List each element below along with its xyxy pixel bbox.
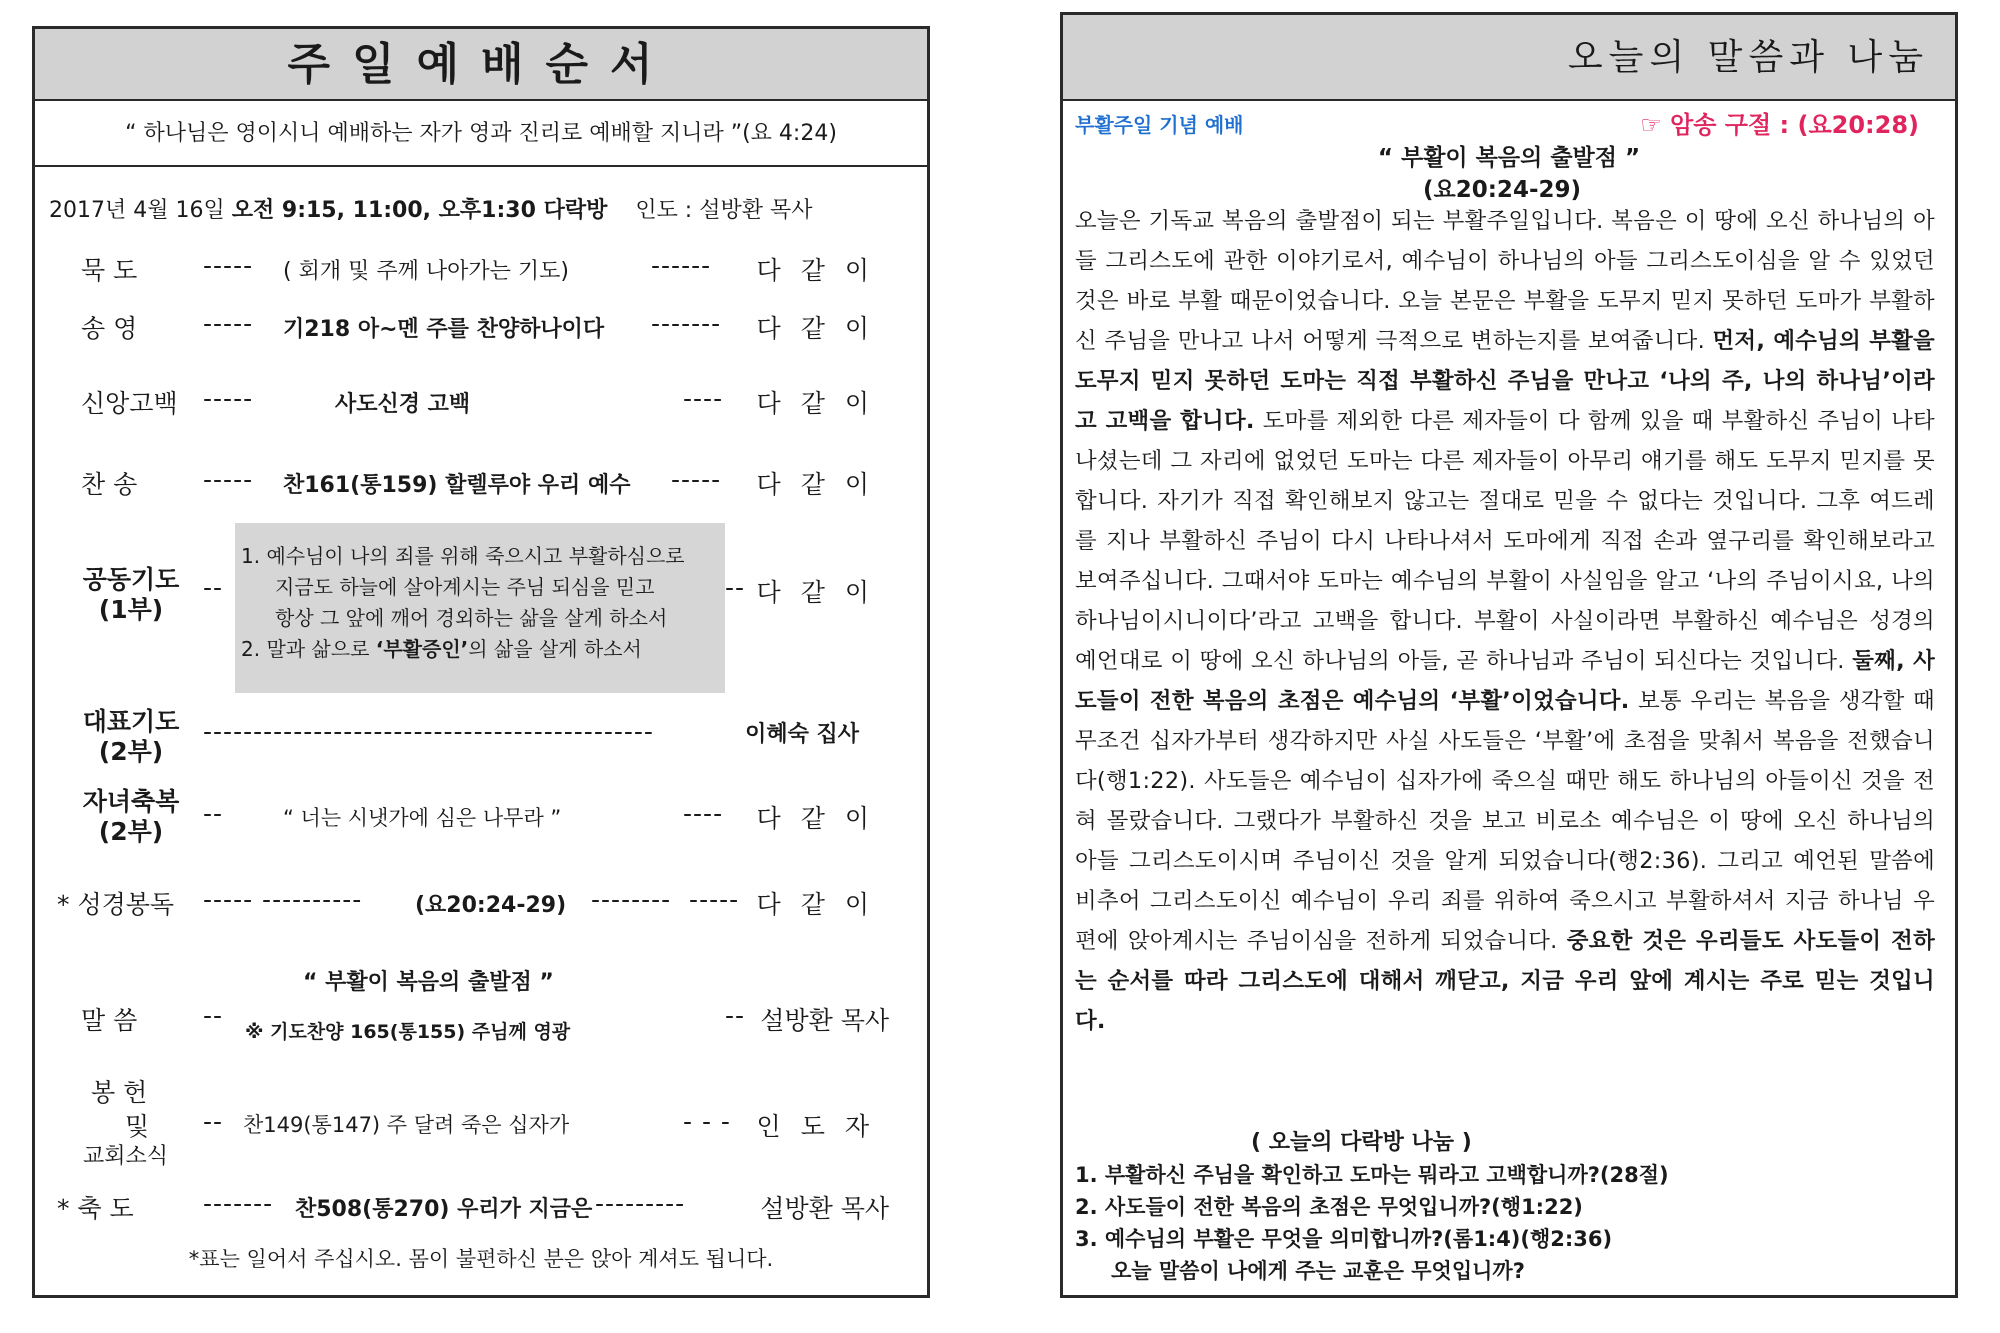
order-item-name: 송 영 [81, 314, 138, 343]
order-item-content: 기218 아~멘 주를 찬양하나이다 [283, 317, 605, 342]
order-item-name: 찬 송 [81, 470, 138, 499]
word-and-sharing-panel [1060, 12, 1958, 1298]
prayer-text: 의 삶을 살게 하소서 [468, 637, 642, 661]
prayer-text: 2. 말과 삶으로 [241, 637, 376, 661]
order-item-who: 다같이 [756, 389, 889, 418]
dash-line: --------- [595, 1189, 686, 1218]
word-sharing-header [1063, 15, 1955, 101]
sermon-paragraph: 오늘은 기독교 복음의 출발점이 되는 부활주일입니다. 복음은 이 땅에 오신 하나님의 아들 그리스도에 관한 이야기로서, 예수님이 하나님의 아들 그리스도이심을 알 수 있었던 것은 바로 부활 때문이었습니다. 오늘 본문은 부활을 도무지 믿지 못하던 도마가 부활하신 주님을 만나고 나서 어떻게 극적으로 변하는지를 보여줍니다. [1075, 208, 1935, 354]
order-item-name-sub: (1부) [98, 595, 164, 624]
dash-line: ---- [683, 384, 724, 413]
order-row-child-blessing [35, 787, 927, 847]
dash-line: -- [203, 799, 224, 828]
order-item-who: 이혜숙 집사 [745, 722, 859, 747]
prayer-line: 지금도 하늘에 살아계시는 주님 되심을 믿고 [275, 575, 655, 599]
order-item-content: (요20:24-29) [415, 893, 567, 918]
order-item-name [81, 707, 181, 767]
dash-line: -- [203, 1001, 224, 1030]
sermon-paragraph: 보통 우리는 복음을 생각할 때 무조건 십자가부터 생각하지만 사실 사도들은 ‘부활’에 초점을 맞춰서 복음을 전했습니다(행1:22). 사도들은 예수님이 십자가에 죽으실 때만 해도 하나님의 아들이신 것을 전혀 몰랐습니다. 그랬다가 부활하신 것을 보고 비로소 예수님은 이 땅에 오신 하나님의 아들 그리스도이시며 주님이신 것을 알게 되었습니다(행2:36). 그리고 예언된 말씀에 비추어 그리스도이신 예수님이 우리 죄를 위하여 죽으시고 부활하셔서 지금 하나님 우편에 앉아계시는 주님이심을 전하게 되었습니다. [1075, 688, 1935, 954]
order-item-who: 다같이 [756, 470, 889, 499]
service-info [49, 193, 812, 224]
order-item-name-sub: (2부) [98, 737, 164, 766]
question-item: 2. 사도들이 전한 복음의 초점은 무엇입니까?(행1:22) [1075, 1195, 1583, 1219]
order-item-who: 다같이 [756, 314, 889, 343]
dash-line: ----- [671, 465, 722, 494]
dash-line: ------- [203, 1189, 274, 1218]
theme-verse: “ 하나님은 영이시니 예배하는 자가 영과 진리로 예배할 지니라 ”(요 4:24) [35, 101, 927, 167]
sharing-questions [1075, 1159, 1669, 1287]
order-item-name: 봉 헌 [91, 1078, 148, 1107]
order-item-name: * 성경봉독 [57, 890, 175, 919]
order-item-name-2: 및 [125, 1112, 150, 1141]
sermon-body [1075, 201, 1935, 1041]
order-item-content: 찬161(통159) 할렐루야 우리 예수 [283, 473, 631, 498]
dash-line: -------- ----- [591, 885, 740, 914]
service-date: 2017년 4월 16일 [49, 198, 225, 223]
dash-line: ----- [203, 251, 254, 280]
sermon-point: 둘째, 사도들이 전한 복음의 초점은 예수님의 ‘부활’이었습니다. [1075, 648, 1935, 714]
order-row-representative-prayer [35, 707, 927, 767]
service-times: 오전 9:15, 11:00, 오후1:30 다락방 [231, 198, 608, 223]
dash-line: -- [725, 1001, 746, 1030]
order-row-benediction [35, 1189, 927, 1229]
sermon-point: 중요한 것은 우리들도 사도들이 전하는 순서를 따라 그리스도에 대해서 깨닫고, 지금 우리 앞에 계시는 주로 믿는 것입니다. [1075, 928, 1935, 1034]
order-item-name: 묵 도 [81, 256, 138, 285]
prayer-line: 항상 그 앞에 깨어 경외하는 삶을 살게 하소서 [275, 606, 668, 630]
order-row-offering [35, 1073, 927, 1173]
prayer-emphasis: ‘부활증인’ [375, 637, 469, 661]
dash-line: -- [203, 1107, 224, 1136]
order-item-who: 다같이 [756, 890, 889, 919]
worship-order-panel [32, 26, 930, 1298]
order-item-content: 찬149(통147) 주 달려 죽은 십자가 [243, 1113, 570, 1137]
dash-line: ------ [651, 251, 712, 280]
order-row-hymn [35, 465, 927, 505]
worship-order-title: 주일예배순서 [35, 29, 927, 101]
word-sharing-title: 오늘의 말씀과 나눔 [1567, 37, 1929, 78]
order-item-name-main: 대표기도 [82, 707, 180, 736]
sermon-reference: (요20:24-29) [1423, 177, 1582, 203]
dash-line: ----- [203, 465, 254, 494]
order-item-who: 설방환 목사 [760, 1006, 889, 1035]
dash-line: ------- [651, 309, 722, 338]
order-row-sermon [35, 965, 927, 1055]
order-item-name [81, 787, 181, 847]
sermon-title: “ 부활이 복음의 출발점 ” [1377, 145, 1641, 171]
order-item-who: 인도자 [756, 1112, 889, 1141]
order-item-name-sub: (2부) [98, 817, 164, 846]
order-item-who: 설방환 목사 [760, 1194, 889, 1223]
order-row-doxology [35, 309, 927, 349]
prayer-line [241, 634, 725, 665]
order-item-who: 다같이 [756, 256, 889, 285]
dash-line: -- [203, 573, 224, 602]
order-item-name [81, 565, 181, 625]
standing-note: *표는 일어서 주십시오. 몸이 불편하신 분은 앉아 계셔도 됩니다. [188, 1247, 774, 1271]
order-item-name-main: 공동기도 [82, 565, 180, 594]
dash-line: ---- [683, 799, 724, 828]
order-row-scripture-reading [35, 885, 927, 925]
question-item: 3. 예수님의 부활은 무엇을 의미합니까?(롬1:4)(행2:36) [1075, 1227, 1613, 1251]
order-item-name-3: 교회소식 [83, 1144, 169, 1169]
dash-line: ----- [203, 384, 254, 413]
question-item: 오늘 말씀이 나에게 주는 교훈은 무엇입니까? [1111, 1259, 1525, 1283]
sharing-title: ( 오늘의 다락방 나눔 ) [1251, 1130, 1472, 1155]
order-item-who: 다같이 [756, 578, 889, 607]
prayer-line: 1. 예수님이 나의 죄를 위해 죽으시고 부활하심으로 [241, 544, 685, 568]
dash-line: - - - [683, 1107, 731, 1136]
order-row-creed [35, 384, 927, 424]
dash-line: ----- ---------- [203, 885, 363, 914]
order-item-content: 찬508(통270) 우리가 지금은 [295, 1197, 593, 1222]
order-item-content: “ 부활이 복음의 출발점 ” [303, 970, 554, 995]
order-item-content: “ 너는 시냇가에 심은 나무라 ” [283, 806, 562, 830]
sermon-paragraph: 도마를 제외한 다른 제자들이 다 함께 있을 때 부활하신 주님이 나타나셨는데 그 자리에 없었던 도마는 다른 제자들이 아무리 얘기를 해도 도무지 믿지를 못합니다. 자기가 직접 확인해보지 않고는 절대로 믿을 수 없다는 것입니다. 그후 여드레를 지나 부활하신 주님이 다시 나타나셔서 도마에게 직접 손과 옆구리를 확인해보라고 보여주십니다. 그때서야 도마는 예수님의 부활이 사실임을 알고 ‘나의 주님이시요, 나의 하나님이시니이다’라고 고백을 합니다. 부활이 사실이라면 부활하신 예수님은 성경의 예언대로 이 땅에 오신 하나님의 아들, 곧 하나님과 주님이 되신다는 것입니다. [1075, 408, 1935, 674]
question-item: 1. 부활하신 주님을 확인하고 도마는 뭐라고 고백합니까?(28절) [1075, 1163, 1669, 1187]
order-item-who: 다같이 [756, 804, 889, 833]
order-item-content: ( 회개 및 주께 나아가는 기도) [283, 259, 569, 284]
dash-line: -- [725, 573, 746, 602]
order-item-name-main: 자녀축복 [82, 787, 180, 816]
order-item-subcontent: ※ 기도찬양 165(통155) 주님께 영광 [245, 1021, 571, 1043]
service-tag: 부활주일 기념 예배 [1075, 113, 1244, 137]
dash-line: --------------------------------------------- [203, 717, 654, 746]
sermon-point: 먼저, 예수님의 부활을 도무지 믿지 못하던 도마는 직접 부활하신 주님을 만나고 ‘나의 주, 나의 하나님’이라고 고백을 합니다. [1075, 328, 1935, 434]
service-leader: 인도 : 설방환 목사 [635, 198, 813, 223]
order-row-silent-prayer [35, 251, 927, 291]
order-item-content: 사도신경 고백 [335, 392, 471, 417]
dash-line: ----- [203, 309, 254, 338]
order-item-name: 말 씀 [81, 1006, 138, 1035]
joint-prayer-box [235, 523, 725, 693]
order-item-name: * 축 도 [57, 1194, 134, 1223]
memory-verse: ☞ 암송 구절 : (요20:28) [1640, 111, 1919, 139]
order-item-name: 신앙고백 [81, 389, 178, 418]
